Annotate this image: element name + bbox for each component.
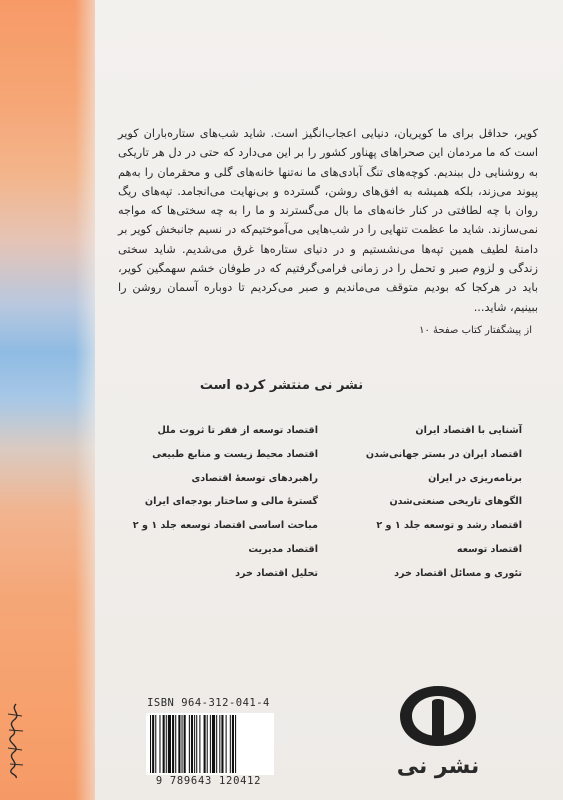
barcode — [142, 697, 275, 790]
publisher-logo — [388, 682, 488, 787]
stripe-fade — [75, 0, 95, 800]
isbn-label: ISBN 964-312-041-4 — [147, 697, 270, 709]
publisher-list-heading: نشر نی منتشر کرده است — [199, 378, 364, 393]
book-title: مباحث اساسی اقتصاد توسعه جلد ۱ و ۲ — [132, 520, 318, 532]
book-title: الگوهای تاریخی صنعتی‌شدن — [389, 496, 522, 508]
book-title: گسترهٔ مالی و ساختار بودجه‌ای ایران — [144, 496, 318, 508]
book-title: آشنایی با اقتصاد ایران — [415, 425, 522, 436]
book-list-left — [120, 419, 318, 586]
book-title: راهبردهای توسعهٔ اقتصادی — [191, 472, 318, 484]
book-title: اقتصاد توسعه از فقر تا ثروت ملل — [157, 425, 318, 436]
book-title: تئوری و مسائل اقتصاد خرد — [394, 567, 522, 579]
book-title: اقتصاد مدیریت — [248, 543, 318, 555]
book-title: اقتصاد ایران در بستر جهانی‌شدن — [365, 448, 522, 460]
excerpt-attribution: از پیشگفتار کتاب صفحهٔ ۱۰ — [419, 325, 532, 336]
excerpt-paragraph: کویر، حداقل برای ما کویریان، دنیایی اعجاب‌انگیز است. شاید شب‌های ستاره‌باران کویر است که ما مردمان این صحراهای پهناور کشور را بر این می‌دارد که حتی در دل هر تاریکی به روشنایی دل ببندیم. کوچه‌های تنگ آبادی‌های ما نه‌تنها خانه‌های گلی و محقرمان را به‌هم پیوند می‌زند، بلکه همیشه به افق‌های روشن، گسترده و بی‌نهایت می‌انجامد. تپه‌های ریگ روان با چه لطافتی در کنار خانه‌های ما بال می‌گسترند و ما را به چه سختی‌ها که مواجه نمی‌سازند. شاید ما عظمت تنهایی را در شب‌هایی می‌آموختیم‌که در نسیم جانبخش کویر بر دامنهٔ لطیف همین تپه‌ها می‌نشستیم و در دنیای ستاره‌ها غرق می‌شدیم. شاید سختی زندگی و لزوم صبر و تحمل را در زمانی فرامی‌گرفتیم که در طوفان خشم سهمگین کویر، باید در هرکجا که بودیم متوقف می‌ماندیم و صبر می‌کردیم تا دوباره آسمان روشن را ببینیم، شاید... — [118, 127, 538, 314]
publisher-name: نشر نی — [396, 754, 480, 779]
book-title: اقتصاد رشد و توسعه جلد ۱ و ۲ — [376, 520, 522, 532]
book-list-right — [350, 419, 522, 586]
book-title: تحلیل اقتصاد خرد — [235, 567, 318, 579]
book-title: اقتصاد محیط زیست و منابع طبیعی — [152, 448, 318, 460]
book-title: اقتصاد توسعه — [456, 543, 522, 555]
book-title: برنامه‌ریزی در ایران — [428, 472, 522, 484]
barcode-icon — [146, 713, 274, 775]
publisher-reed-logo-icon — [388, 682, 488, 750]
ean-number: 9 789643 120412 — [155, 775, 262, 787]
spine-signature-icon — [2, 700, 30, 780]
